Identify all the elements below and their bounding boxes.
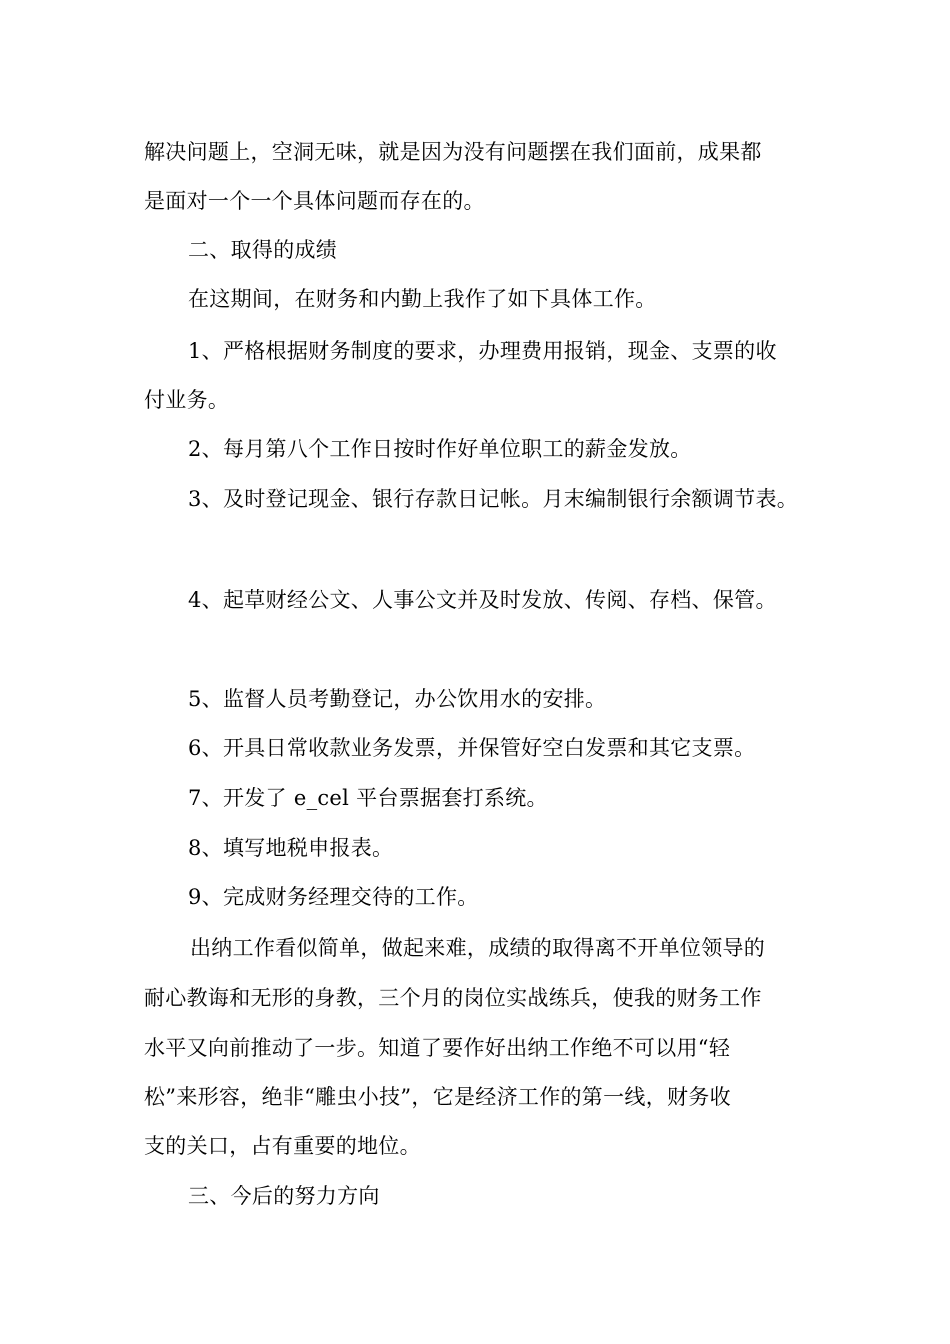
list-item: 1、严格根据财务制度的要求，办理费用报销，现金、支票的收 xyxy=(188,339,777,363)
body-text-line: 耐心教诲和无形的身教，三个月的岗位实战练兵，使我的财务工作 xyxy=(144,986,762,1010)
list-item: 5、监督人员考勤登记，办公饮用水的安排。 xyxy=(188,687,607,711)
list-item: 4、起草财经公文、人事公文并及时发放、传阅、存档、保管。 xyxy=(188,588,777,612)
body-text-line: 松”来形容，绝非“雕虫小技”，它是经济工作的第一线，财务收 xyxy=(144,1085,731,1109)
list-item: 7、开发了 e_cel 平台票据套打系统。 xyxy=(188,786,548,810)
body-text-line: 出纳工作看似简单，做起来难，成绩的取得离不开单位领导的 xyxy=(190,936,766,960)
list-item: 8、填写地税申报表。 xyxy=(188,836,394,860)
body-text-line: 水平又向前推动了一步。知道了要作好出纳工作绝不可以用“轻 xyxy=(144,1036,731,1060)
list-item: 2、每月第八个工作日按时作好单位职工的薪金发放。 xyxy=(188,437,692,461)
body-text-line: 支的关口，占有重要的地位。 xyxy=(144,1134,421,1158)
body-text-line: 解决问题上，空洞无味，就是因为没有问题摆在我们面前，成果都 xyxy=(144,140,762,164)
list-item: 6、开具日常收款业务发票，并保管好空白发票和其它支票。 xyxy=(188,736,756,760)
list-item: 9、完成财务经理交待的工作。 xyxy=(188,885,479,909)
section-heading: 二、取得的成绩 xyxy=(188,238,338,262)
section-heading: 三、今后的努力方向 xyxy=(188,1184,380,1208)
list-item-continuation: 付业务。 xyxy=(144,388,230,412)
body-text-line: 是面对一个一个具体问题而存在的。 xyxy=(144,189,485,213)
body-text-line: 在这期间，在财务和内勤上我作了如下具体工作。 xyxy=(188,287,657,311)
list-item: 3、及时登记现金、银行存款日记帐。月末编制银行余额调节表。 xyxy=(188,487,799,511)
